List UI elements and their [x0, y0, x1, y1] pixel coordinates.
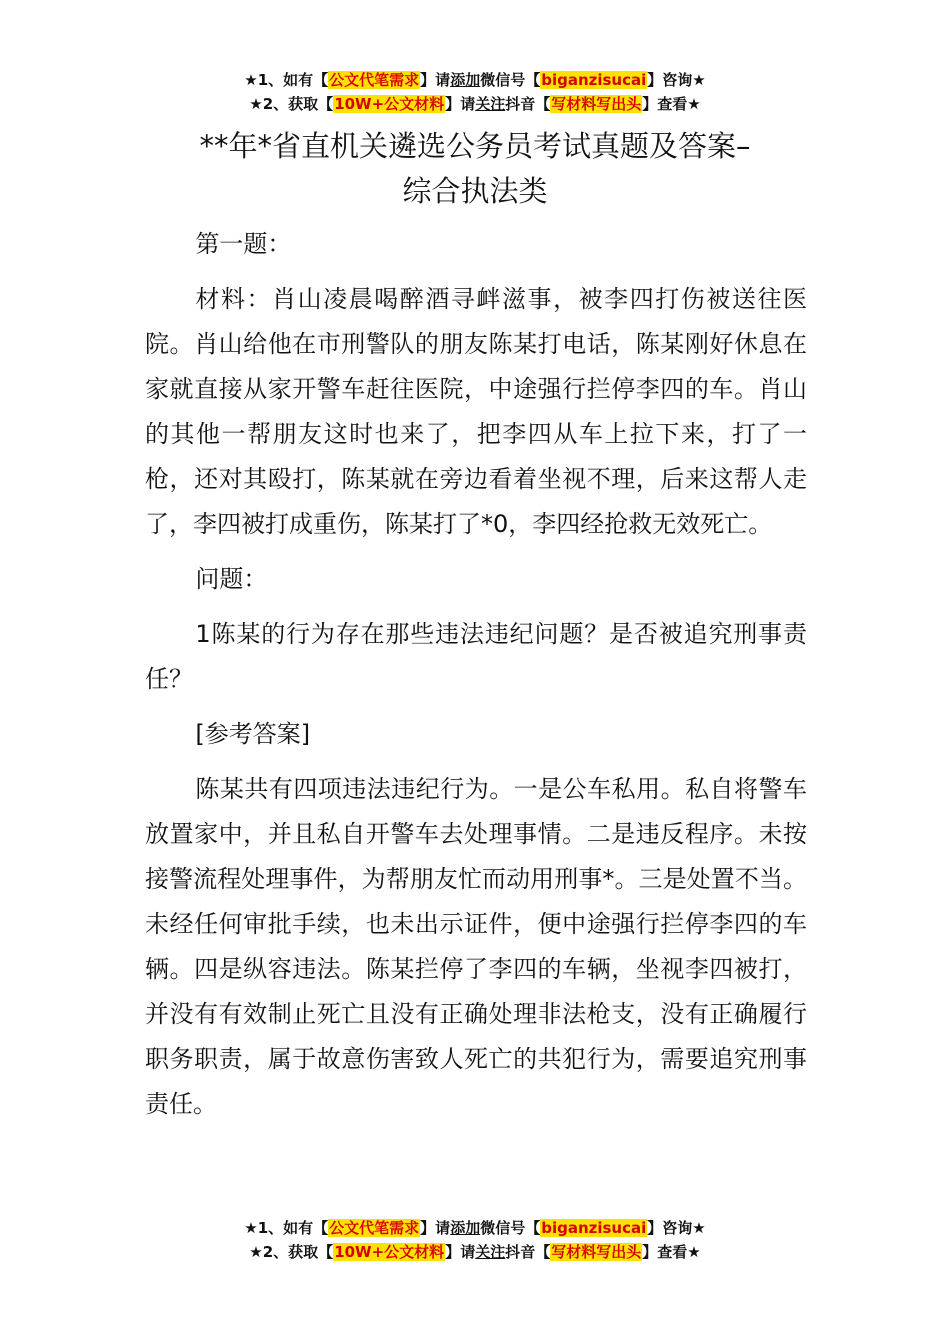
- promo-text: 微信号【: [480, 1219, 541, 1237]
- title-line-2: 综合执法类: [402, 174, 548, 208]
- promo-text: ★1、如有【: [244, 1219, 329, 1237]
- promo-underline: 关注: [475, 95, 506, 113]
- promo-wechat-id: biganzisucai: [541, 71, 647, 89]
- promo-text: ★1、如有【: [244, 71, 329, 89]
- document-title: [100, 124, 850, 214]
- answer-heading: [参考答案]: [195, 720, 311, 748]
- promo-highlight: 10W+公文材料: [334, 1243, 445, 1261]
- promo-underline: 关注: [475, 1243, 506, 1261]
- promo-underline: 添加: [450, 71, 481, 89]
- promo-banner-bottom: [0, 1216, 950, 1264]
- promo-underline: 添加: [450, 1219, 481, 1237]
- promo-text: 】咨询★: [647, 1219, 706, 1237]
- promo-douyin-id: 写材料写出头: [551, 1243, 642, 1261]
- question-heading: 问题：: [195, 565, 268, 593]
- promo-wechat-id: biganzisucai: [541, 1219, 647, 1237]
- promo-line-1: [0, 68, 950, 92]
- promo-text: 】查看★: [642, 1243, 701, 1261]
- promo-text: 】请: [445, 1243, 476, 1261]
- promo-text: 抖音【: [505, 1243, 551, 1261]
- promo-line-2: [0, 1240, 950, 1264]
- answer-paragraph: 陈某共有四项违法违纪行为。一是公车私用。私自将警车放置家中，并且私自开警车去处理事情。二是违反程序。未按接警流程处理事件，为帮朋友忙而动用刑事*。三是处置不当。未经任何审批手续，也未出示证件，便中途强行拦停李四的车辆。四是纵容违法。陈某拦停了李四的车辆，坐视李四被打，并没有有效制止死亡且没有正确处理非法枪支，没有正确履行职务职责，属于故意伤害致人死亡的共犯行为，需要追究刑事责任。: [145, 775, 807, 1118]
- promo-text: 】请: [420, 71, 451, 89]
- promo-line-2: [0, 92, 950, 116]
- promo-highlight: 10W+公文材料: [334, 95, 445, 113]
- promo-text: 】查看★: [642, 95, 701, 113]
- promo-text: 】请: [445, 95, 476, 113]
- promo-douyin-id: 写材料写出头: [551, 95, 642, 113]
- promo-highlight: 公文代笔需求: [329, 1219, 420, 1237]
- promo-line-1: [0, 1216, 950, 1240]
- document-body: [145, 222, 807, 1137]
- question-paragraph: 1陈某的行为存在那些违法违纪问题？是否被追究刑事责任？: [145, 620, 807, 693]
- section-heading: 第一题：: [195, 230, 292, 258]
- promo-text: 】请: [420, 1219, 451, 1237]
- title-line-1: **年*省直机关遴选公务员考试真题及答案–: [199, 129, 751, 163]
- promo-text: ★2、获取【: [249, 1243, 334, 1261]
- promo-text: 】咨询★: [647, 71, 706, 89]
- promo-text: ★2、获取【: [249, 95, 334, 113]
- promo-text: 抖音【: [505, 95, 551, 113]
- promo-text: 微信号【: [480, 71, 541, 89]
- promo-banner-top: [0, 68, 950, 116]
- material-paragraph: 材料：肖山凌晨喝醉酒寻衅滋事，被李四打伤被送往医院。肖山给他在市刑警队的朋友陈某打电话，陈某刚好休息在家就直接从家开警车赶往医院，中途强行拦停李四的车。肖山的其他一帮朋友这时也来了，把李四从车上拉下来，打了一枪，还对其殴打，陈某就在旁边看着坐视不理，后来这帮人走了，李四被打成重伤，陈某打了*0，李四经抢救无效死亡。: [145, 285, 807, 538]
- promo-highlight: 公文代笔需求: [329, 71, 420, 89]
